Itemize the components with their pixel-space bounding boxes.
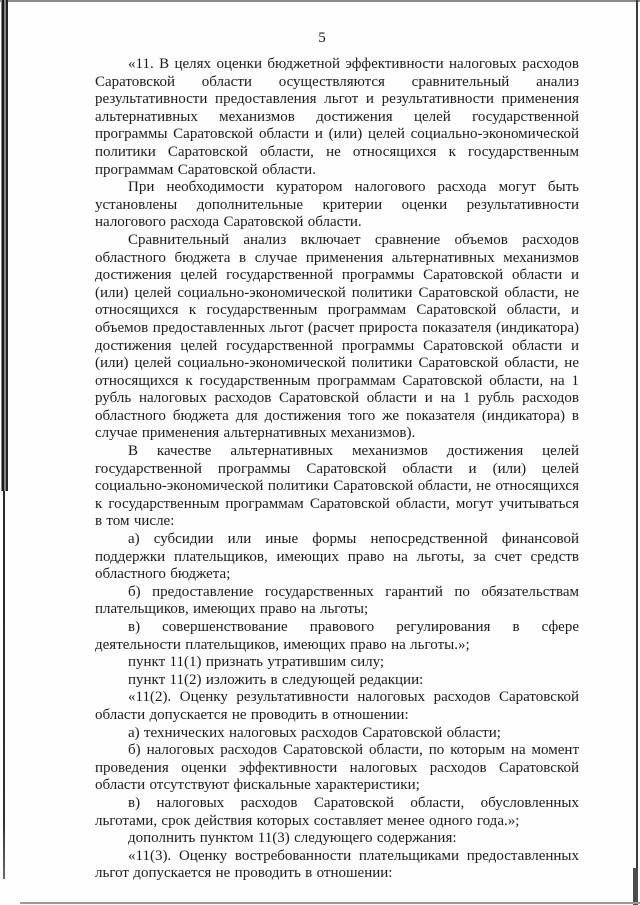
scan-right-edge-line-bottom bbox=[633, 868, 638, 905]
paragraph-point-11-2-new-edition: пункт 11(2) изложить в следующей редакции: bbox=[128, 671, 424, 688]
paragraph-11-3-intro: «11(3). Оценку востребованности плательщиками предоставленных льгот допускается не проводить в отношении: bbox=[95, 847, 579, 882]
paragraph-11-2-item-b: б) налоговых расходов Саратовской области, по которым на момент проведения оценки эффективности налоговых расходов Саратовской области отсутствуют фискальные характеристики; bbox=[95, 742, 579, 794]
scan-right-edge-line bbox=[636, 0, 638, 905]
paragraph-curator-criteria: При необходимости куратором налогового расхода могут быть установлены дополнительные критерии оценки результативности налогового расхода Саратовской области. bbox=[95, 179, 579, 231]
paragraph-11-2-intro: «11(2). Оценку результативности налоговых расходов Саратовской области допускается не проводить в отношении: bbox=[95, 689, 579, 723]
scan-bottom-edge-line bbox=[20, 902, 640, 904]
paragraph-11-2-item-a: а) технических налоговых расходов Саратовской области; bbox=[128, 724, 501, 741]
paragraph-alternative-mechanisms: В качестве альтернативных механизмов достижения целей государственной программы Саратовской области и (или) целей социально-экономической политики Саратовской области, не относящихся к государственным программам Саратовской области, могут учитываться в том числе: bbox=[95, 443, 579, 530]
paragraph-add-point-11-3: дополнить пунктом 11(3) следующего содержания: bbox=[128, 830, 457, 847]
paragraph-item-a-subsidies: а) субсидии или иные формы непосредственной финансовой поддержки плательщиков, имеющих право на льготы, за счет средств областного бюджета; bbox=[95, 531, 579, 583]
page-number: 5 bbox=[318, 30, 326, 46]
paragraph-11-2-item-v: в) налоговых расходов Саратовской области, обусловленных льготами, срок действия которых составляет менее одного года.»; bbox=[95, 794, 579, 829]
document-body-text bbox=[95, 56, 579, 883]
scan-left-edge-line bbox=[3, 491, 5, 879]
paragraph-item-v-regulation: в) совершенствование правового регулирования в сфере деятельности плательщиков, имеющих право на льготы.»; bbox=[95, 619, 579, 653]
paragraph-point-11-1-repealed: пункт 11(1) признать утратившим силу; bbox=[128, 654, 385, 671]
paragraph-item-b-guarantees: б) предоставление государственных гарантий по обязательствам плательщиков, имеющих право на льготы; bbox=[95, 583, 579, 618]
paragraph-comparative-analysis: Сравнительный анализ включает сравнение объемов расходов областного бюджета в случае применения альтернативных механизмов достижения целей государственной программы Саратовской области и (или) целей социально-экономической политики Саратовской области, не относящихся к государственным программам Саратовской области, и объемов предоставленных льгот (расчет прироста показателя (индикатора) достижения целей государственной программы Саратовской области и (или) целей социально-экономической политики Саратовской области, не относящихся к государственным программам Саратовской области, на 1 рубль налоговых расходов Саратовской области и на 1 рубль расходов областного бюджета для достижения того же показателя (индикатора) в случае применения альтернативных механизмов). bbox=[95, 231, 579, 442]
scan-top-edge-line bbox=[0, 0, 640, 2]
scan-left-edge-bar bbox=[1, 0, 8, 491]
paragraph-11-intro: «11. В целях оценки бюджетной эффективности налоговых расходов Саратовской области осуществляются сравнительный анализ результативности предоставления льгот и результативности применения альтернативных механизмов достижения целей государственной программы Саратовской области и (или) целей социально-экономической политики Саратовской области, не относящихся к государственным программам Саратовской области. bbox=[95, 56, 579, 178]
